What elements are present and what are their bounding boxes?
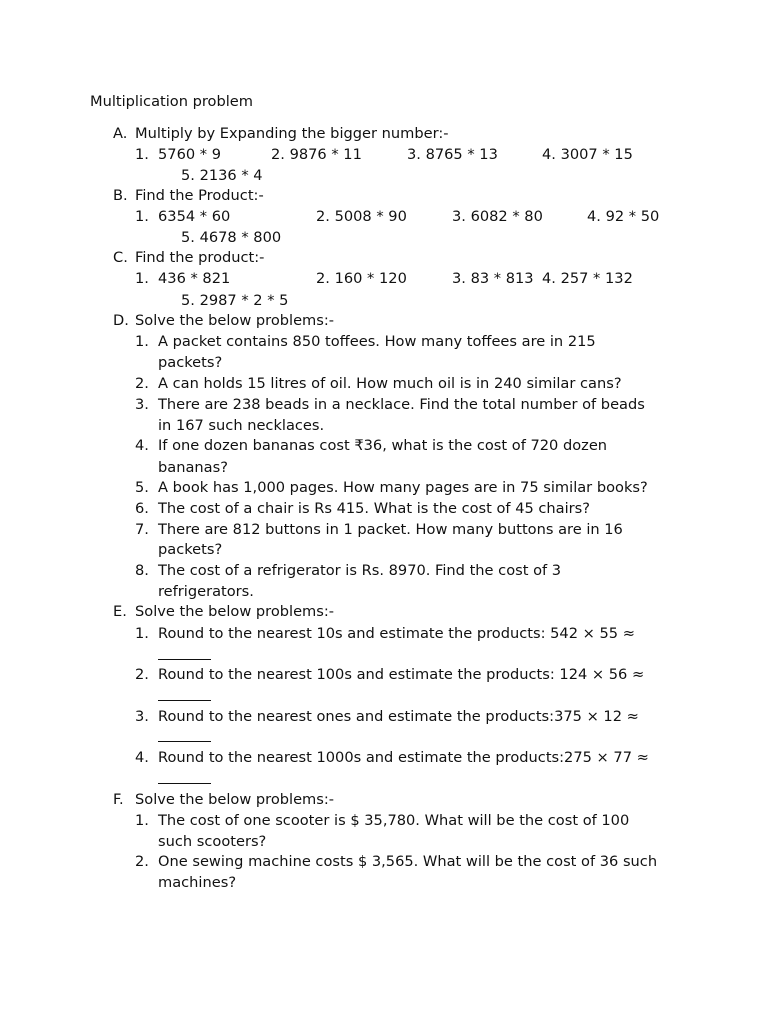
list-item: 2. 5008 * 90 <box>316 208 407 225</box>
list-number: 5. <box>135 479 149 496</box>
list-item: 3. 83 * 813 <box>452 270 534 287</box>
answer-blank <box>158 728 211 748</box>
list-number: 8. <box>135 562 149 579</box>
problem-text: packets? <box>158 354 223 371</box>
problem-text: A packet contains 850 toffees. How many toffees are in 215 <box>158 333 596 350</box>
problem-text: There are 812 buttons in 1 packet. How many buttons are in 16 <box>158 521 623 538</box>
list-item: 5. 4678 * 800 <box>181 229 282 246</box>
list-number: 6. <box>135 500 149 517</box>
list-number: 4. <box>135 749 149 766</box>
list-item: 2. 9876 * 11 <box>271 146 362 163</box>
section-d-letter: D. <box>113 312 129 329</box>
problem-text: refrigerators. <box>158 583 254 600</box>
list-item: 5. 2136 * 4 <box>181 167 263 184</box>
list-number: 1. <box>135 333 149 350</box>
problem-text: packets? <box>158 541 223 558</box>
list-item: 2. 160 * 120 <box>316 270 407 287</box>
list-item: 6354 * 60 <box>158 208 231 225</box>
list-number: 1. <box>135 208 149 225</box>
section-d-heading: Solve the below problems:- <box>135 312 335 329</box>
list-number: 3. <box>135 708 149 725</box>
section-e-letter: E. <box>113 603 127 620</box>
list-number: 4. <box>135 437 149 454</box>
list-item: 4. 3007 * 15 <box>542 146 633 163</box>
list-number: 3. <box>135 396 149 413</box>
section-c-letter: C. <box>113 249 128 266</box>
section-e-heading: Solve the below problems:- <box>135 603 335 620</box>
problem-text: bananas? <box>158 459 228 476</box>
problem-text: in 167 such necklaces. <box>158 417 325 434</box>
list-item: 4. 257 * 132 <box>542 270 633 287</box>
section-c-heading: Find the product:- <box>135 249 265 266</box>
list-item: 3. 6082 * 80 <box>452 208 543 225</box>
list-number: 1. <box>135 270 149 287</box>
section-b-heading: Find the Product:- <box>135 187 264 204</box>
problem-text: Round to the nearest 10s and estimate the products: 542 × 55 ≈ <box>158 625 635 642</box>
section-f-letter: F. <box>113 791 124 808</box>
list-number: 1. <box>135 146 149 163</box>
list-number: 1. <box>135 625 149 642</box>
section-a-letter: A. <box>113 125 128 142</box>
problem-text: A book has 1,000 pages. How many pages are in 75 similar books? <box>158 479 648 496</box>
answer-blank <box>158 687 211 707</box>
problem-text: A can holds 15 litres of oil. How much oil is in 240 similar cans? <box>158 375 622 392</box>
list-item: 5760 * 9 <box>158 146 221 163</box>
list-item: 5. 2987 * 2 * 5 <box>181 292 289 309</box>
section-a-heading: Multiply by Expanding the bigger number:- <box>135 125 449 142</box>
list-number: 2. <box>135 375 149 392</box>
list-number: 2. <box>135 666 149 683</box>
list-number: 2. <box>135 853 149 870</box>
problem-text: Round to the nearest 1000s and estimate the products:275 × 77 ≈ <box>158 749 649 766</box>
problem-text: The cost of one scooter is $ 35,780. What will be the cost of 100 <box>158 812 630 829</box>
list-item: 436 * 821 <box>158 270 231 287</box>
answer-blank <box>158 646 211 666</box>
answer-blank <box>158 770 211 790</box>
problem-text: There are 238 beads in a necklace. Find the total number of beads <box>158 396 645 413</box>
list-number: 1. <box>135 812 149 829</box>
problem-text: such scooters? <box>158 833 267 850</box>
problem-text: If one dozen bananas cost ₹36, what is the cost of 720 dozen <box>158 437 608 454</box>
section-b-letter: B. <box>113 187 128 204</box>
list-item: 3. 8765 * 13 <box>407 146 498 163</box>
problem-text: The cost of a chair is Rs 415. What is the cost of 45 chairs? <box>158 500 591 517</box>
problem-text: Round to the nearest ones and estimate the products:375 × 12 ≈ <box>158 708 639 725</box>
page-title: Multiplication problem <box>90 93 253 110</box>
problem-text: Round to the nearest 100s and estimate the products: 124 × 56 ≈ <box>158 666 645 683</box>
list-number: 7. <box>135 521 149 538</box>
problem-text: machines? <box>158 874 237 891</box>
section-f-heading: Solve the below problems:- <box>135 791 335 808</box>
problem-text: The cost of a refrigerator is Rs. 8970. Find the cost of 3 <box>158 562 562 579</box>
problem-text: One sewing machine costs $ 3,565. What will be the cost of 36 such <box>158 853 658 870</box>
list-item: 4. 92 * 50 <box>587 208 660 225</box>
